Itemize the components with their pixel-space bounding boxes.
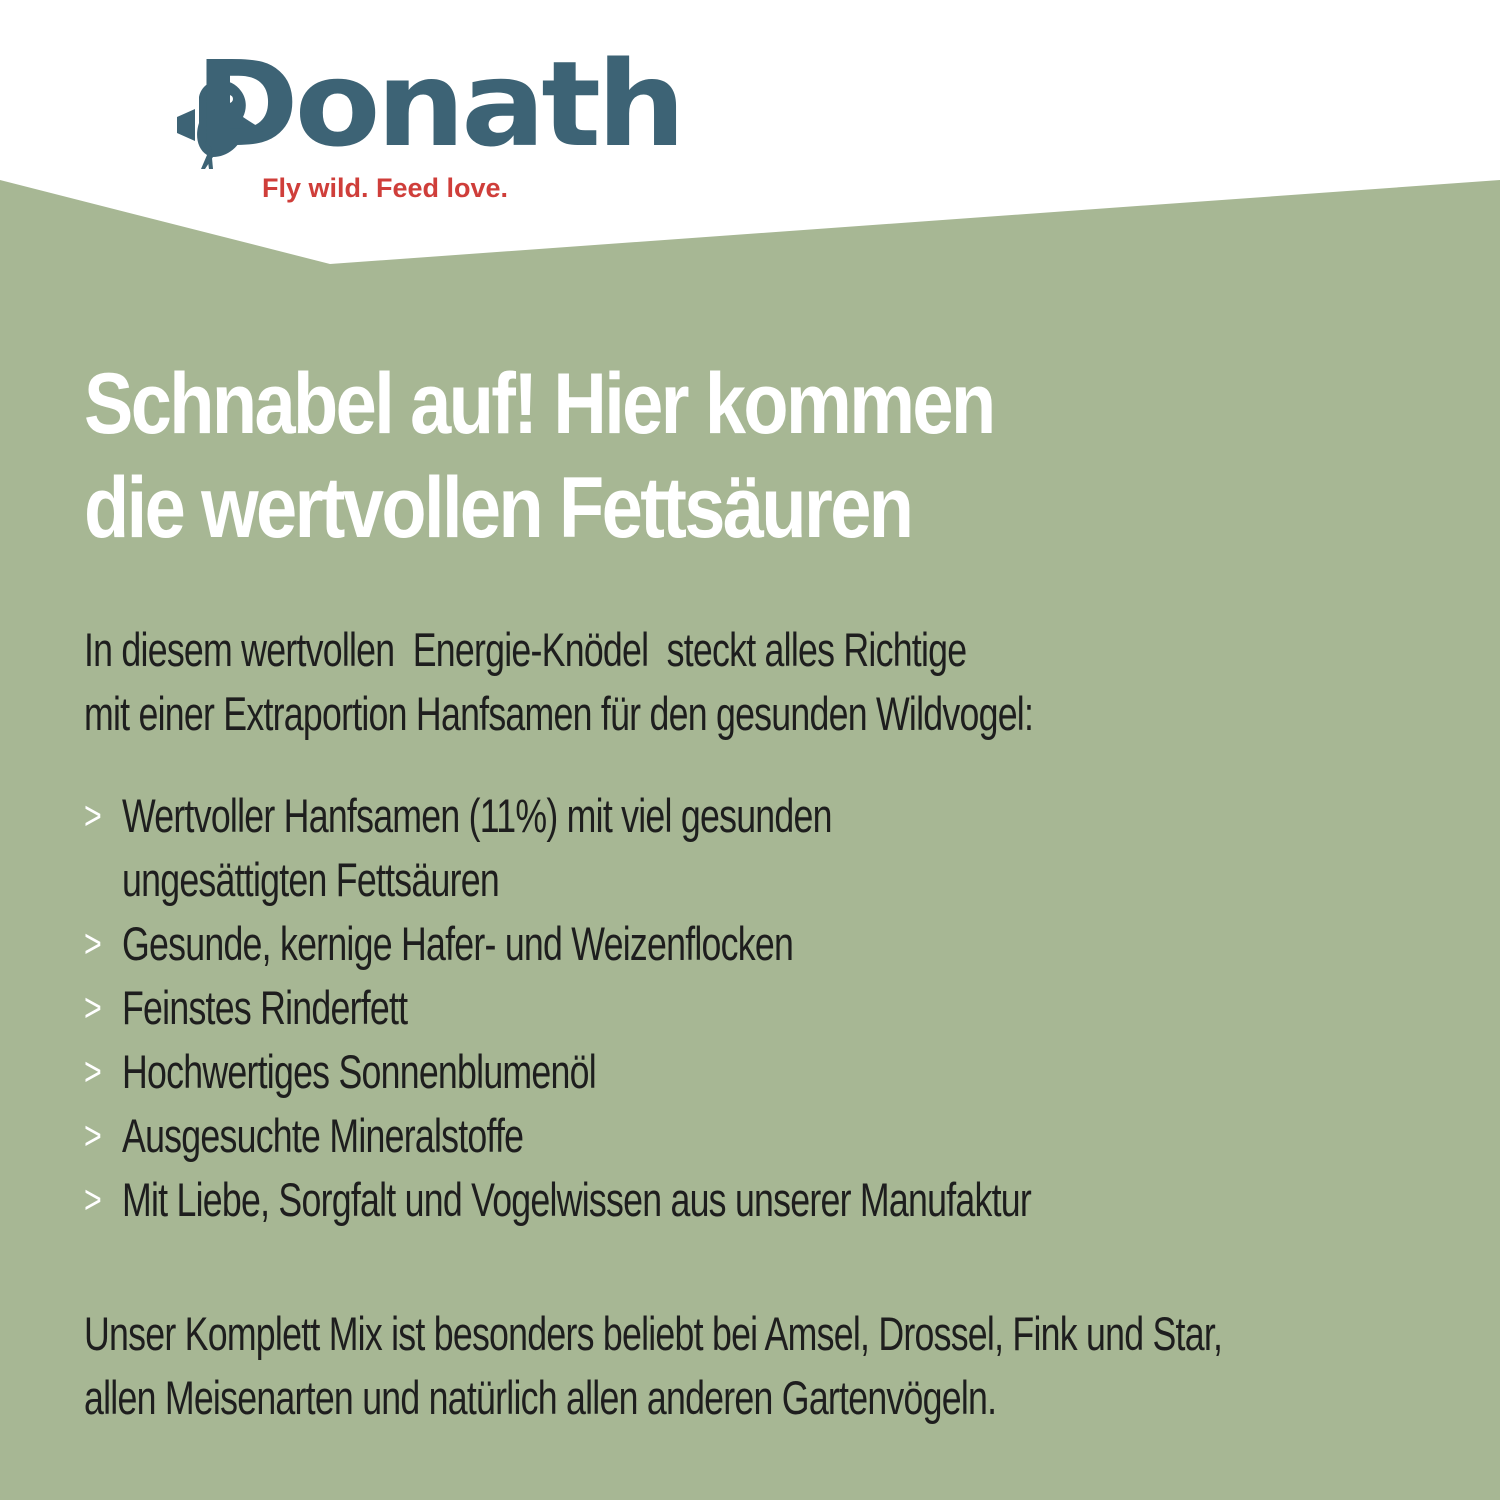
chevron-right-icon: > bbox=[84, 1050, 101, 1094]
outro-line-2: allen Meisenarten und natürlich allen anderen Gartenvögeln. bbox=[84, 1371, 997, 1424]
outro-text bbox=[84, 1302, 1222, 1430]
intro-line-2: mit einer Extraportion Hanfsamen für den gesunden Wildvogel: bbox=[84, 687, 1034, 740]
chevron-right-icon: > bbox=[84, 922, 101, 966]
feature-text: Mit Liebe, Sorgfalt und Vogelwissen aus unserer Manufaktur bbox=[122, 1173, 1031, 1226]
intro-line-1: In diesem wertvollen Energie-Knödel steckt alles Richtige bbox=[84, 623, 967, 676]
feature-list bbox=[84, 784, 1031, 1232]
headline bbox=[84, 352, 994, 560]
chevron-right-icon: > bbox=[84, 794, 101, 838]
brand-logo bbox=[175, 35, 682, 220]
chevron-right-icon: > bbox=[84, 986, 101, 1030]
feature-text: Ausgesuchte Mineralstoffe bbox=[122, 1109, 524, 1162]
feature-text: Hochwertiges Sonnenblumenöl bbox=[122, 1045, 596, 1098]
chevron-right-icon: > bbox=[84, 1178, 101, 1222]
feature-text: Gesunde, kernige Hafer- und Weizenflocken bbox=[122, 917, 794, 970]
feature-text: Wertvoller Hanfsamen (11%) mit viel gesunden bbox=[122, 789, 832, 842]
feature-text: Feinstes Rinderfett bbox=[122, 981, 408, 1034]
headline-line-2: die wertvollen Fettsäuren bbox=[84, 460, 912, 556]
chevron-right-icon: > bbox=[84, 1114, 101, 1158]
feature-item bbox=[84, 1040, 1031, 1104]
logo-wordmark: Donath bbox=[195, 35, 682, 173]
brand-tagline: Fly wild. Feed love. bbox=[262, 173, 509, 203]
headline-line-1: Schnabel auf! Hier kommen bbox=[84, 356, 994, 452]
feature-item bbox=[84, 1104, 1031, 1168]
intro-text bbox=[84, 618, 1033, 746]
feature-item bbox=[84, 784, 1031, 912]
feature-item bbox=[84, 976, 1031, 1040]
outro-line-1: Unser Komplett Mix ist besonders beliebt bei Amsel, Drossel, Fink und Star, bbox=[84, 1307, 1223, 1360]
feature-text-continued: ungesättigten Fettsäuren bbox=[122, 853, 499, 906]
feature-item bbox=[84, 912, 1031, 976]
feature-item bbox=[84, 1168, 1031, 1232]
